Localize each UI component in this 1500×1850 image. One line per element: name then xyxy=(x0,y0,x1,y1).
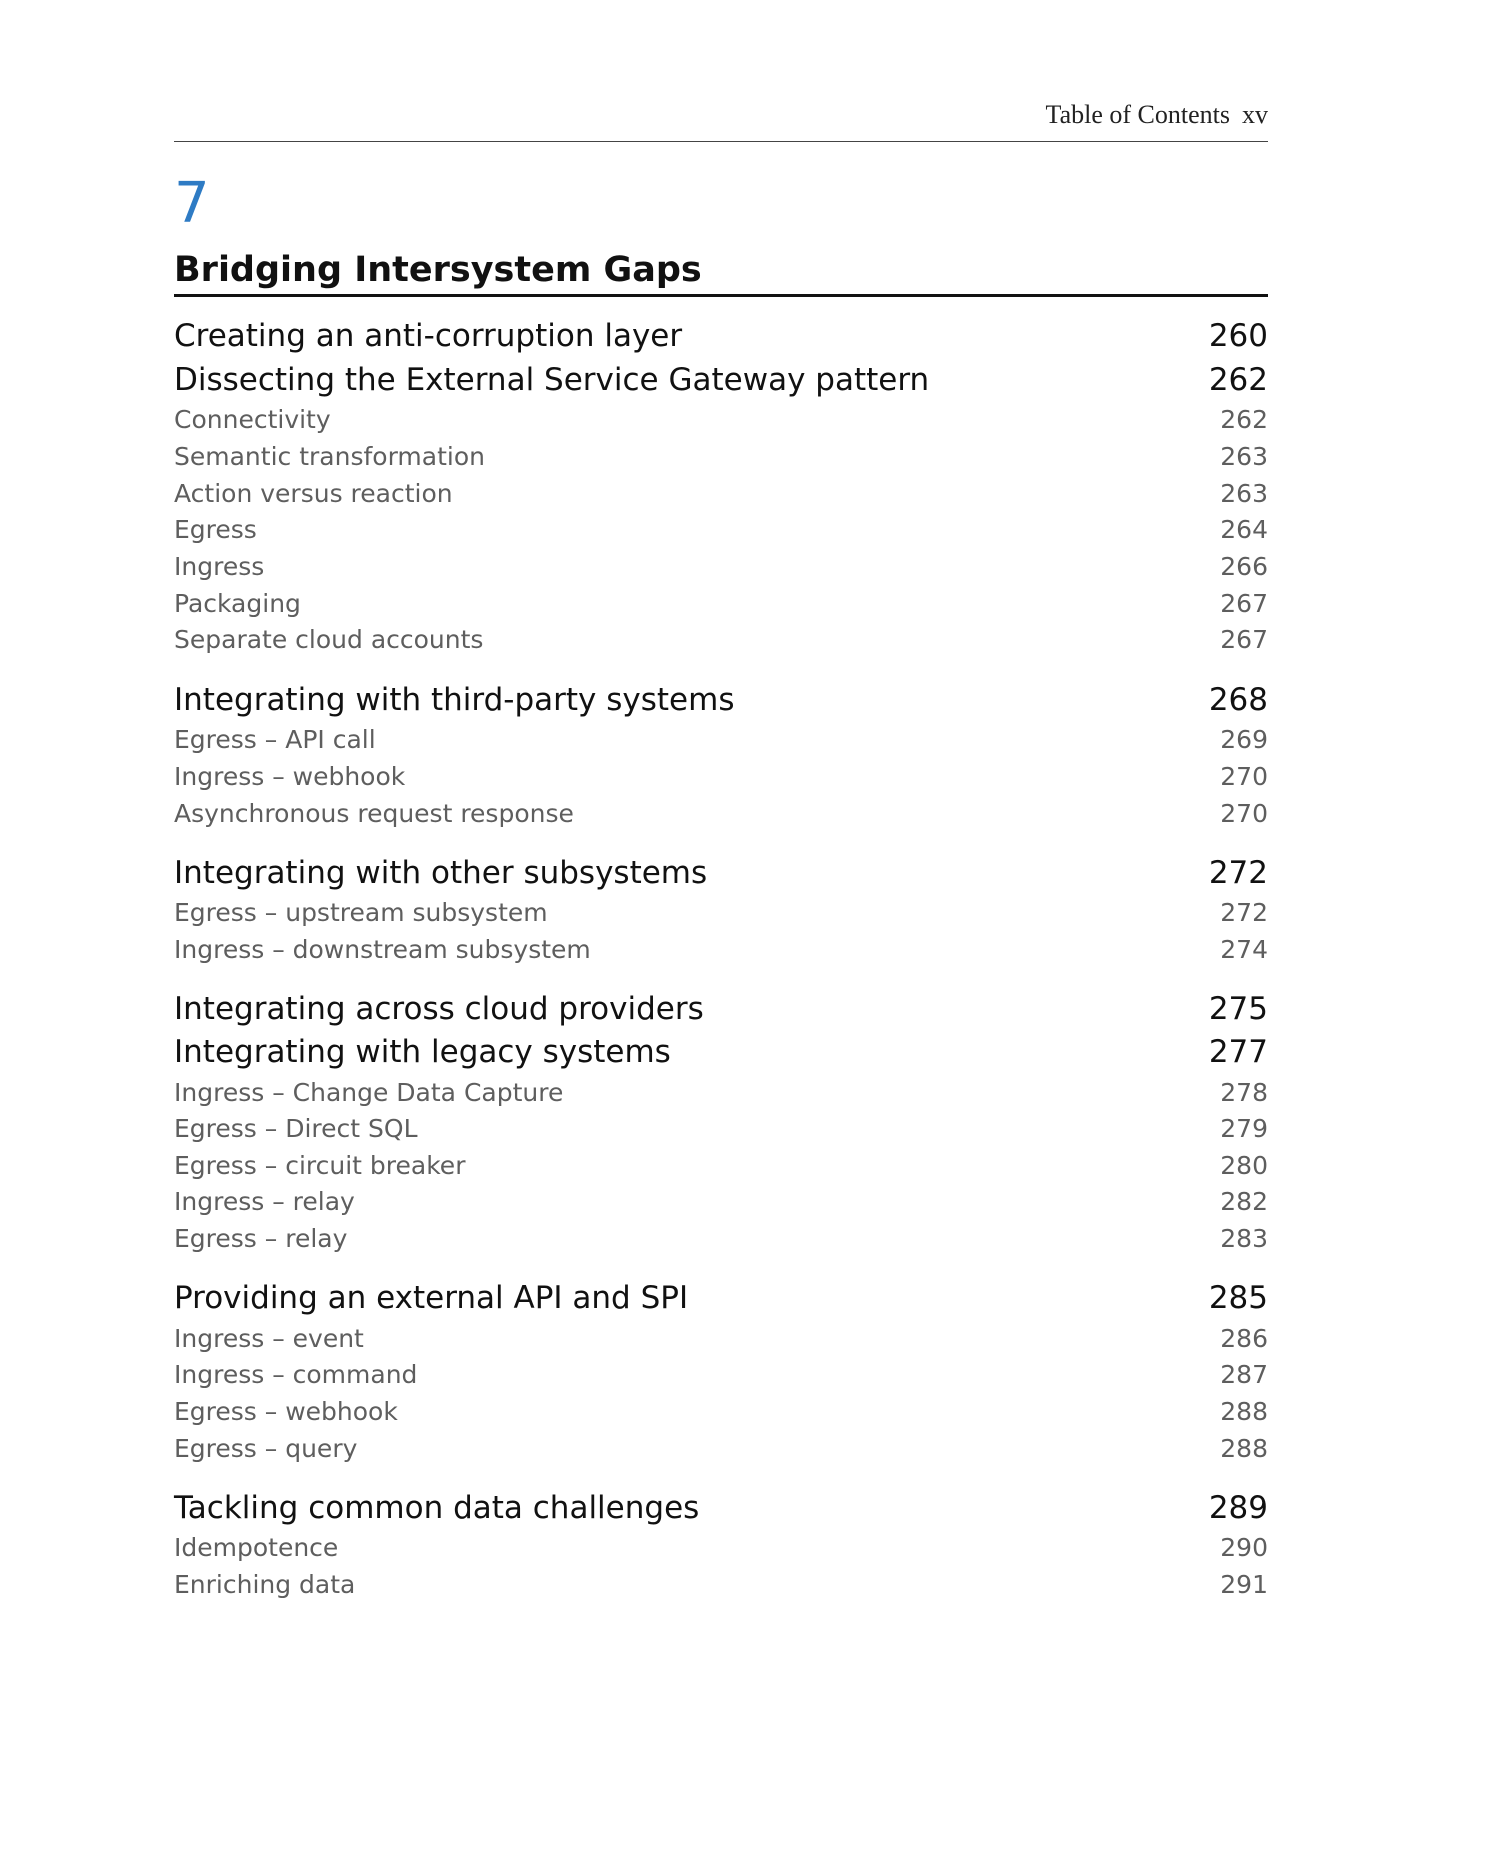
toc-entry-page-number: 285 xyxy=(1208,1280,1268,1316)
toc-section-entry[interactable] xyxy=(174,1034,1268,1070)
toc-entry-page-number: 278 xyxy=(1220,1078,1268,1107)
running-header-page-number: xv xyxy=(1242,100,1268,129)
toc-entry-page-number: 290 xyxy=(1220,1533,1268,1562)
toc-subsection-entry[interactable] xyxy=(174,1324,1268,1353)
toc-entry-title: Egress – webhook xyxy=(174,1397,398,1426)
toc-subsection-entry[interactable] xyxy=(174,1434,1268,1463)
toc-entry-title: Egress – Direct SQL xyxy=(174,1114,418,1143)
toc-entry-title: Ingress – downstream subsystem xyxy=(174,935,591,964)
toc-entry-title: Egress – query xyxy=(174,1434,358,1463)
toc-entry-page-number: 279 xyxy=(1220,1114,1268,1143)
toc-subsection-entry[interactable] xyxy=(174,1187,1268,1216)
toc-entry-title: Idempotence xyxy=(174,1533,339,1562)
toc-entry-title: Integrating with third-party systems xyxy=(174,682,735,718)
toc-section-entry[interactable] xyxy=(174,682,1268,718)
toc-entry-title: Ingress – command xyxy=(174,1360,418,1389)
toc-entry-page-number: 282 xyxy=(1220,1187,1268,1216)
toc-subsection-entry[interactable] xyxy=(174,552,1268,581)
chapter-title: Bridging Intersystem Gaps xyxy=(174,250,702,290)
toc-entry-title: Action versus reaction xyxy=(174,479,453,508)
toc-entry-title: Egress – relay xyxy=(174,1224,348,1253)
toc-subsection-entry[interactable] xyxy=(174,1224,1268,1253)
toc-entry-title: Separate cloud accounts xyxy=(174,625,484,654)
toc-entry-title: Tackling common data challenges xyxy=(174,1490,700,1526)
toc-entry-title: Egress – API call xyxy=(174,725,376,754)
toc-entry-page-number: 274 xyxy=(1220,935,1268,964)
toc-entry-title: Creating an anti-corruption layer xyxy=(174,318,683,354)
toc-entry-page-number: 283 xyxy=(1220,1224,1268,1253)
toc-entry-title: Integrating with legacy systems xyxy=(174,1034,671,1070)
toc-section-entry[interactable] xyxy=(174,991,1268,1027)
toc-entry-page-number: 277 xyxy=(1208,1034,1268,1070)
toc-entry-title: Providing an external API and SPI xyxy=(174,1280,689,1316)
toc-entry-title: Enriching data xyxy=(174,1570,356,1599)
toc-entry-page-number: 275 xyxy=(1208,991,1268,1027)
toc-entry-page-number: 288 xyxy=(1220,1434,1268,1463)
toc-entry-title: Integrating across cloud providers xyxy=(174,991,704,1027)
toc-entry-page-number: 263 xyxy=(1220,479,1268,508)
title-rule xyxy=(174,294,1268,297)
toc-entry-title: Egress – circuit breaker xyxy=(174,1151,466,1180)
toc-entry-page-number: 289 xyxy=(1208,1490,1268,1526)
toc-entry-title: Ingress – event xyxy=(174,1324,364,1353)
toc-entry-page-number: 263 xyxy=(1220,442,1268,471)
toc-subsection-entry[interactable] xyxy=(174,479,1268,508)
toc-section-entry[interactable] xyxy=(174,1490,1268,1526)
toc-entry-title: Semantic transformation xyxy=(174,442,485,471)
toc-subsection-entry[interactable] xyxy=(174,1397,1268,1426)
toc-entry-title: Integrating with other subsystems xyxy=(174,855,708,891)
toc-subsection-entry[interactable] xyxy=(174,1570,1268,1599)
toc-entry-page-number: 270 xyxy=(1220,762,1268,791)
toc-entry-title: Packaging xyxy=(174,589,301,618)
toc-subsection-entry[interactable] xyxy=(174,898,1268,927)
toc-subsection-entry[interactable] xyxy=(174,405,1268,434)
toc-entry-page-number: 286 xyxy=(1220,1324,1268,1353)
toc-entry-page-number: 270 xyxy=(1220,799,1268,828)
toc-entry-page-number: 268 xyxy=(1208,682,1268,718)
toc-entry-title: Ingress – webhook xyxy=(174,762,406,791)
toc-entry-title: Ingress – relay xyxy=(174,1187,355,1216)
toc-entry-title: Egress xyxy=(174,515,257,544)
toc-entry-title: Egress – upstream subsystem xyxy=(174,898,548,927)
toc-entry-page-number: 280 xyxy=(1220,1151,1268,1180)
toc-subsection-entry[interactable] xyxy=(174,1151,1268,1180)
toc-entry-page-number: 262 xyxy=(1208,362,1268,398)
chapter-number: 7 xyxy=(174,171,210,236)
toc-subsection-entry[interactable] xyxy=(174,1114,1268,1143)
toc-subsection-entry[interactable] xyxy=(174,1078,1268,1107)
toc-entry-title: Dissecting the External Service Gateway pattern xyxy=(174,362,930,398)
toc-section-entry[interactable] xyxy=(174,318,1268,354)
toc-entry-page-number: 264 xyxy=(1220,515,1268,544)
toc-section-entry[interactable] xyxy=(174,1280,1268,1316)
toc-subsection-entry[interactable] xyxy=(174,442,1268,471)
toc-subsection-entry[interactable] xyxy=(174,1360,1268,1389)
toc-entry-page-number: 266 xyxy=(1220,552,1268,581)
toc-entry-page-number: 272 xyxy=(1208,855,1268,891)
toc-subsection-entry[interactable] xyxy=(174,762,1268,791)
toc-entry-page-number: 291 xyxy=(1220,1570,1268,1599)
running-header-title: Table of Contents xyxy=(1045,100,1230,129)
toc-entry-page-number: 262 xyxy=(1220,405,1268,434)
toc-entry-title: Ingress xyxy=(174,552,265,581)
toc-subsection-entry[interactable] xyxy=(174,589,1268,618)
toc-section-entry[interactable] xyxy=(174,362,1268,398)
toc-entry-page-number: 260 xyxy=(1208,318,1268,354)
toc-entry-page-number: 287 xyxy=(1220,1360,1268,1389)
toc-entry-page-number: 269 xyxy=(1220,725,1268,754)
header-rule xyxy=(174,141,1268,142)
running-header xyxy=(1046,100,1268,130)
toc-entry-title: Connectivity xyxy=(174,405,331,434)
toc-entry-page-number: 267 xyxy=(1220,625,1268,654)
toc-entry-title: Asynchronous request response xyxy=(174,799,574,828)
toc-entry-page-number: 272 xyxy=(1220,898,1268,927)
toc-subsection-entry[interactable] xyxy=(174,799,1268,828)
toc-subsection-entry[interactable] xyxy=(174,725,1268,754)
toc-entry-page-number: 267 xyxy=(1220,589,1268,618)
toc-subsection-entry[interactable] xyxy=(174,515,1268,544)
toc-subsection-entry[interactable] xyxy=(174,625,1268,654)
toc-entry-page-number: 288 xyxy=(1220,1397,1268,1426)
toc-section-entry[interactable] xyxy=(174,855,1268,891)
toc-subsection-entry[interactable] xyxy=(174,1533,1268,1562)
toc-subsection-entry[interactable] xyxy=(174,935,1268,964)
toc-entry-title: Ingress – Change Data Capture xyxy=(174,1078,564,1107)
